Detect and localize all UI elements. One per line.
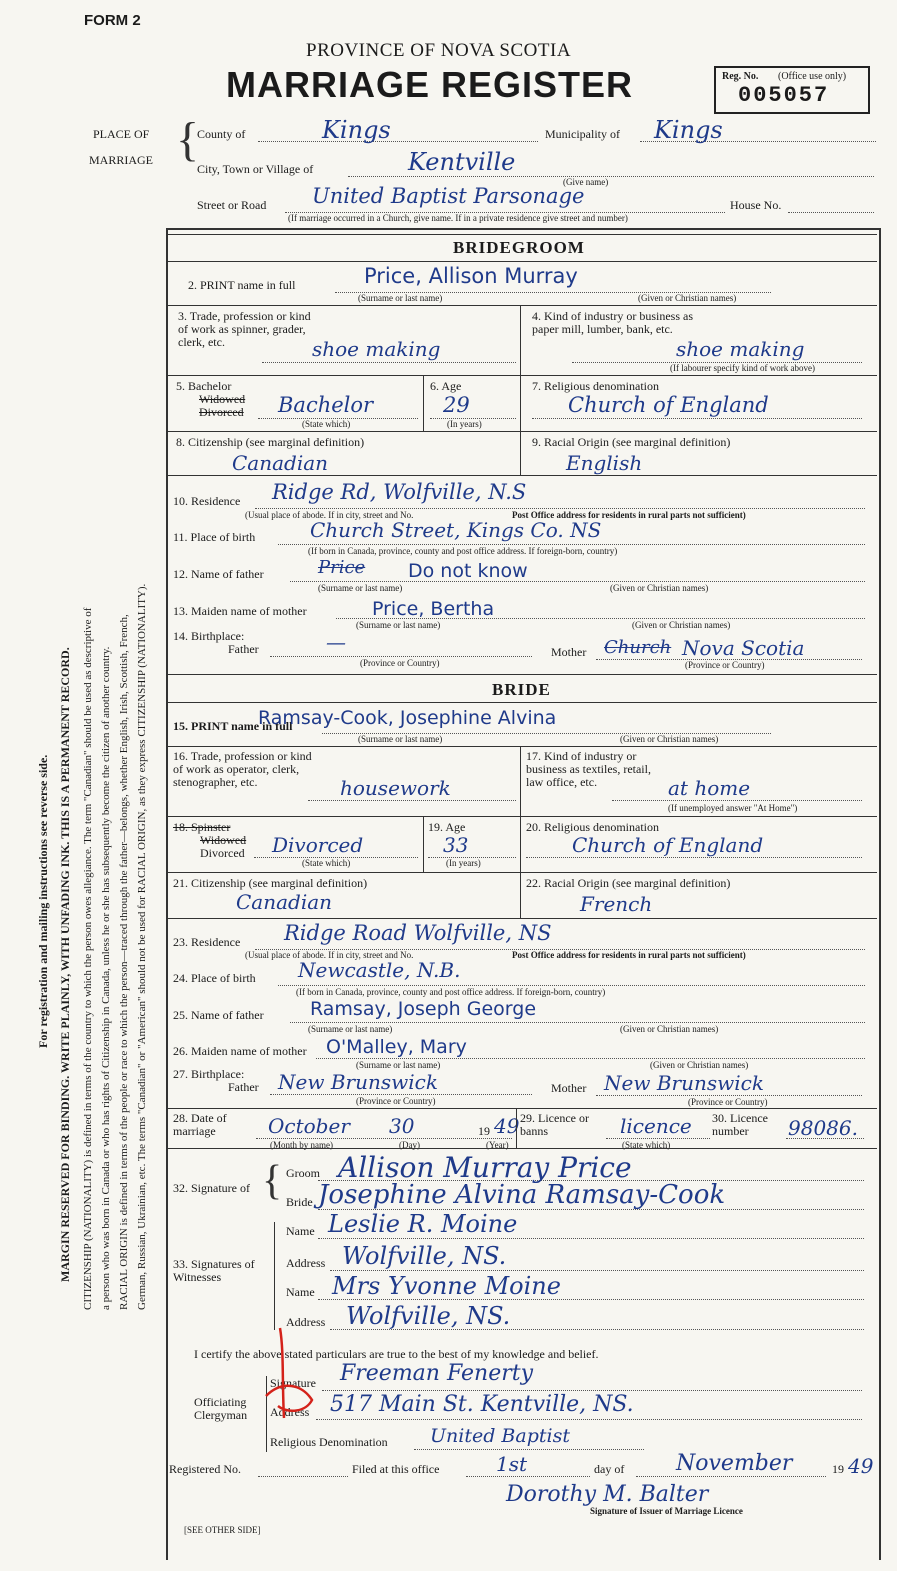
bride-surname-hint: (Surname or last name) — [358, 734, 443, 744]
place-brace: { — [176, 113, 200, 166]
bride-heading: BRIDE — [492, 680, 551, 699]
clergy-address: 517 Main St. Kentville, NS. — [330, 1392, 634, 1417]
registered-no-label: Registered No. — [169, 1462, 241, 1476]
clergy-signature: Freeman Fenerty — [340, 1361, 534, 1386]
filed-label: Filed at this office — [352, 1462, 440, 1476]
bride-birth-hint: (If born in Canada, province, county and post office address. If foreign-born, country) — [296, 987, 606, 997]
bride-sig-label: Bride — [286, 1195, 313, 1209]
officiating-label: Officiating Clergyman — [194, 1395, 248, 1422]
licence-type: licence — [620, 1114, 692, 1138]
w2-name: Mrs Yvonne Moine — [332, 1272, 561, 1300]
bride-religion: Church of England — [572, 833, 764, 857]
witnesses-label: 33. Signatures of Witnesses — [173, 1257, 255, 1284]
licence-number-label: 30. Licence number — [712, 1111, 768, 1138]
groom-mother-birthplace: Nova Scotia — [682, 636, 805, 660]
bride-age-label: 19. Age — [428, 820, 466, 834]
groom-f2-label: 2. PRINT name in full — [188, 278, 296, 292]
date-label: 28. Date of marriage — [173, 1111, 227, 1138]
margin-line-2: MARGIN RESERVED FOR BINDING. WRITE PLAINLY, WITH UNFADING INK. THIS IS A PERMANENT RECORD. — [58, 647, 72, 1282]
w1-address-label: Address — [286, 1256, 326, 1270]
groom-prov-hint-father: (Province or Country) — [360, 658, 440, 668]
groom-origin: English — [566, 451, 643, 475]
groom-status: Bachelor — [278, 393, 374, 417]
filed-day: 1st — [496, 1452, 528, 1476]
clergy-sig-label: Signature — [270, 1376, 316, 1390]
groom-divorced-label: Divorced — [199, 405, 244, 419]
w2-address-label: Address — [286, 1315, 326, 1329]
bride-f27-label: 27. Birthplace: — [173, 1067, 245, 1081]
office-use-label: (Office use only) — [778, 71, 847, 82]
groom-father-surname-hint: (Surname or last name) — [318, 583, 403, 593]
groom-signature: Allison Murray Price — [338, 1151, 632, 1184]
municipality-value: Kings — [654, 116, 723, 144]
bride-f17-label: 17. Kind of industry or business as textiles, retail, law office, etc. — [526, 749, 651, 789]
groom-f3-label: 3. Trade, profession or kind of work as spinner, grader, clerk, etc. — [178, 309, 311, 349]
month-hint: (Month by name) — [270, 1140, 333, 1150]
groom-mother-birthplace-struck: Church — [604, 637, 672, 658]
reg-no-label: Reg. No. — [722, 71, 759, 82]
groom-given-hint: (Given or Christian names) — [638, 293, 737, 303]
groom-industry: shoe making — [676, 337, 805, 361]
groom-f4-label: 4. Kind of industry or business as paper mill, lumber, bank, etc. — [532, 309, 693, 336]
groom-father-birthplace: — — [326, 630, 346, 654]
street-note: (If marriage occurred in a Church, give name. If in a private residence give street and number) — [288, 213, 628, 223]
county-value: Kings — [322, 116, 391, 144]
bride-spinster-label: 18. Spinster — [173, 820, 231, 834]
groom-widowed-label: Widowed — [199, 392, 246, 406]
groom-state-which: (State which) — [302, 419, 351, 429]
issuer-label: Signature of Issuer of Marriage Licence — [590, 1506, 743, 1516]
groom-residence: Ridge Rd, Wolfville, N.S — [272, 480, 527, 504]
bride-father-birth-label: Father — [228, 1080, 259, 1094]
marriage-day: 30 — [389, 1114, 415, 1138]
bride-origin: French — [580, 892, 653, 916]
issuer-signature: Dorothy M. Balter — [506, 1482, 709, 1507]
groom-father-struck: Price — [318, 557, 366, 578]
licence-number: 98086. — [788, 1116, 858, 1140]
groom-birthplace-label: 11. Place of birth — [173, 530, 256, 544]
bride-father-label: 25. Name of father — [173, 1008, 264, 1022]
groom-age-label: 6. Age — [430, 379, 462, 393]
bride-industry: at home — [668, 776, 751, 800]
street-value: United Baptist Parsonage — [312, 184, 585, 208]
w2-name-label: Name — [286, 1285, 315, 1299]
bride-f16-label: 16. Trade, profession or kind of work as operator, clerk, stenographer, etc. — [173, 749, 312, 789]
bride-signature: Josephine Alvina Ramsay-Cook — [318, 1180, 726, 1210]
groom-mother-surname-hint: (Surname or last name) — [356, 620, 441, 630]
page-title: MARRIAGE REGISTER — [226, 64, 634, 105]
groom-residence-hint-bold: Post Office address for residents in rural parts not sufficient) — [512, 510, 746, 520]
groom-residence-hint: (Usual place of abode. If in city, street and No. — [245, 510, 414, 520]
groom-prov-hint-mother: (Province or Country) — [685, 660, 765, 670]
day-of-label: day of — [594, 1462, 625, 1476]
w1-name: Leslie R. Moine — [328, 1210, 518, 1238]
bride-mother: O'Malley, Mary — [326, 1036, 467, 1058]
groom-in-years: (In years) — [447, 419, 482, 429]
margin-line-6: German, Russian, Ukrainian, etc. The terms "Canadian" or "American" should not be used for RACIAL ORIGIN, as they express CITIZENSHIP (NATIONALITY). — [136, 583, 148, 1310]
county-label: County of — [197, 127, 246, 141]
filed-year: 49 — [848, 1454, 874, 1478]
groom-mother-given-hint: (Given or Christian names) — [632, 620, 731, 630]
bride-mother-birth-label: Mother — [551, 1081, 587, 1095]
groom-religion: Church of England — [568, 393, 769, 417]
bride-divorced-label: Divorced — [200, 846, 245, 860]
bride-mother-birthplace: New Brunswick — [604, 1071, 764, 1095]
groom-mother: Price, Bertha — [372, 598, 495, 620]
bridegroom-heading: BRIDEGROOM — [453, 238, 585, 257]
bride-religion-label: 20. Religious denomination — [526, 820, 659, 834]
bride-father-given-hint: (Given or Christian names) — [620, 1024, 719, 1034]
w1-address: Wolfville, NS. — [342, 1242, 507, 1270]
bride-father-surname-hint: (Surname or last name) — [308, 1024, 393, 1034]
bride-residence-label: 23. Residence — [173, 935, 241, 949]
margin-line-3: CITIZENSHIP (NATIONALITY) is defined in terms of the country to which the person owes allegiance. The term "Canadian" should be used as descriptive of — [82, 607, 94, 1310]
licence-label: 29. Licence or banns — [520, 1111, 589, 1138]
bride-citizenship-label: 21. Citizenship (see marginal definition) — [173, 876, 368, 890]
groom-citizenship-label: 8. Citizenship (see marginal definition) — [176, 435, 365, 449]
bride-father-birthplace: New Brunswick — [278, 1070, 438, 1094]
province-heading: PROVINCE OF NOVA SCOTIA — [306, 40, 572, 61]
footer-year-prefix: 19 — [832, 1462, 844, 1476]
bride-f17-hint: (If unemployed answer "At Home") — [668, 803, 798, 813]
filed-month: November — [676, 1451, 793, 1476]
see-other-side: [SEE OTHER SIDE] — [184, 1525, 261, 1535]
reg-no-value: 005057 — [738, 83, 830, 108]
groom-birth-hint: (If born in Canada, province, county and post office address. If foreign-born, country) — [308, 546, 618, 556]
bride-citizenship: Canadian — [236, 890, 333, 914]
groom-f14-label: 14. Birthplace: — [173, 629, 245, 643]
groom-religion-label: 7. Religious denomination — [532, 379, 659, 393]
margin-line-4: a person who was born in Canada or who has rights of Citizenship in Canada, unless he or she has subsequently become the citizen of another country. — [100, 646, 112, 1310]
year-hint: (Year) — [486, 1140, 509, 1150]
street-label: Street or Road — [197, 198, 267, 212]
bride-father: Ramsay, Joseph George — [310, 998, 537, 1020]
groom-father-label: 12. Name of father — [173, 567, 264, 581]
groom-mother-label: 13. Maiden name of mother — [173, 604, 307, 618]
groom-trade: shoe making — [312, 337, 441, 361]
bride-in-years: (In years) — [446, 858, 481, 868]
bride-birthplace-label: 24. Place of birth — [173, 971, 256, 985]
groom-mother-birth-label: Mother — [551, 645, 587, 659]
bride-residence: Ridge Road Wolfville, NS — [284, 921, 552, 945]
bride-given-hint: (Given or Christian names) — [620, 734, 719, 744]
city-label: City, Town or Village of — [197, 162, 314, 176]
day-hint: (Day) — [399, 1140, 420, 1150]
marriage-year: 49 — [494, 1114, 520, 1138]
place-label-2: MARRIAGE — [89, 153, 154, 167]
sig-brace: { — [262, 1158, 283, 1204]
denom-value: United Baptist — [430, 1425, 570, 1447]
bride-residence-hint-bold: Post Office address for residents in rural parts not sufficient) — [512, 950, 746, 960]
house-no-label: House No. — [730, 198, 782, 212]
licence-state-hint: (State which) — [622, 1140, 671, 1150]
bride-name: Ramsay-Cook, Josephine Alvina — [258, 707, 557, 729]
groom-sig-label: Groom — [286, 1166, 320, 1180]
groom-f4-hint: (If labourer specify kind of work above) — [670, 363, 815, 373]
municipality-label: Municipality of — [545, 127, 620, 141]
groom-bachelor-label: 5. Bachelor — [176, 379, 232, 393]
w2-address: Wolfville, NS. — [346, 1302, 511, 1330]
marriage-year-prefix: 19 — [478, 1124, 490, 1138]
form-number: FORM 2 — [84, 12, 141, 29]
place-label-1: PLACE OF — [93, 127, 150, 141]
groom-residence-label: 10. Residence — [173, 494, 241, 508]
give-name-hint: (Give name) — [563, 177, 609, 187]
bride-residence-hint: (Usual place of abode. If in city, street and No. — [245, 950, 414, 960]
groom-age: 29 — [443, 393, 470, 417]
certify-text: I certify the above stated particulars are true to the best of my knowledge and belief. — [194, 1347, 599, 1361]
bride-mother-surname-hint: (Surname or last name) — [356, 1060, 441, 1070]
groom-citizenship: Canadian — [232, 451, 329, 475]
bride-mother-label: 26. Maiden name of mother — [173, 1044, 307, 1058]
margin-line-1: For registration and mailing instructions see reverse side. — [36, 754, 50, 1048]
denom-label: Religious Denomination — [270, 1435, 388, 1449]
bride-mother-given-hint: (Given or Christian names) — [650, 1060, 749, 1070]
groom-name: Price, Allison Murray — [364, 264, 578, 288]
red-check-mark — [258, 1322, 338, 1426]
bride-state-which: (State which) — [302, 858, 351, 868]
bride-status: Divorced — [272, 833, 364, 857]
sig-of-label: 32. Signature of — [173, 1181, 250, 1195]
groom-father-birth-label: Father — [228, 642, 259, 656]
margin-line-5: RACIAL ORIGIN is defined in terms of the people or race to which the person—traced through the father—belongs, whether English, Irish, Scottish, French, — [118, 614, 130, 1310]
bride-origin-label: 22. Racial Origin (see marginal definition) — [526, 876, 731, 890]
bride-birthplace: Newcastle, N.B. — [298, 958, 461, 982]
reg-no-box — [714, 66, 870, 114]
w1-name-label: Name — [286, 1224, 315, 1238]
groom-father-given-hint: (Given or Christian names) — [610, 583, 709, 593]
groom-origin-label: 9. Racial Origin (see marginal definition) — [532, 435, 731, 449]
bride-age: 33 — [443, 833, 469, 857]
clergy-address-label: Address — [270, 1405, 310, 1419]
bride-f15-label: 15. PRINT name in full — [173, 719, 293, 733]
bride-prov-hint-mother: (Province or Country) — [688, 1097, 768, 1107]
groom-surname-hint: (Surname or last name) — [358, 293, 443, 303]
marriage-month: October — [268, 1114, 350, 1138]
bride-trade: housework — [340, 776, 451, 800]
bride-prov-hint-father: (Province or Country) — [356, 1096, 436, 1106]
groom-father: Do not know — [408, 560, 528, 582]
city-value: Kentville — [408, 148, 516, 176]
groom-birthplace: Church Street, Kings Co. NS — [310, 518, 602, 542]
bride-widowed-label: Widowed — [200, 833, 247, 847]
